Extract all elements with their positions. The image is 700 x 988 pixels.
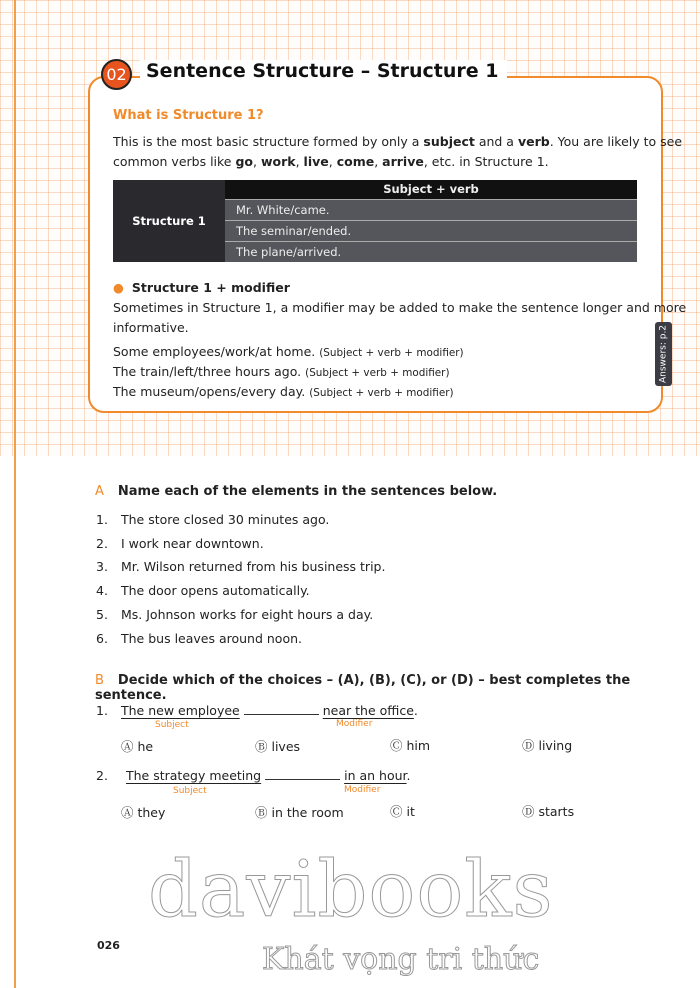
answer-blank[interactable] [265,779,340,780]
example: The train/left/three hours ago. (Subject + verb + modifier) [113,364,450,379]
option-d[interactable]: Ⓓ starts [522,804,575,819]
modifier-text: informative. [113,320,189,335]
list-item: 4. The door opens automatically. [96,583,310,598]
modifier-label: Modifier [344,785,381,795]
page-title: Sentence Structure – Structure 1 [140,60,507,82]
subject-label: Subject [173,786,207,796]
intro-line-1: This is the most basic structure formed by only a subject and a verb. You are likely to see [113,134,683,149]
section-a-instruction: A Name each of the elements in the sentences below. [95,484,498,499]
list-item: 2. I work near downtown. [96,536,264,551]
example: Some employees/work/at home. (Subject + verb + modifier) [113,344,464,359]
intro-line-2: common verbs like go, work, live, come, arrive, etc. in Structure 1. [113,154,549,169]
section-b-instruction: B Decide which of the choices – (A), (B), (C), or (D) – best completes the sentence. [95,673,631,703]
table-cell: The seminar/ended. [225,220,637,241]
example: The museum/opens/every day. (Subject + verb + modifier) [113,384,454,399]
table-cell: Mr. White/came. [225,199,637,220]
modifier-text: Sometimes in Structure 1, a modifier may be added to make the sentence longer and more [113,300,687,315]
intro-heading: What is Structure 1? [113,108,264,123]
page-number: 026 [97,939,120,952]
section-number-badge: 02 [101,59,132,90]
option-b[interactable]: Ⓑ in the room [255,805,344,820]
modifier-label: Modifier [336,719,373,729]
subject-label: Subject [155,720,189,730]
answer-blank[interactable] [244,714,319,715]
margin-line [14,0,16,988]
table-header: Subject + verb [225,180,637,199]
structure-table [113,180,637,262]
bullet-icon: ● [113,280,124,295]
watermark-slogan: Khát vọng tri thức [262,942,540,977]
option-a[interactable]: Ⓐ he [121,739,154,754]
list-item: 1. The store closed 30 minutes ago. [96,512,330,527]
question-1: 1. The new employee near the office. [96,703,418,718]
list-item: 5. Ms. Johnson works for eight hours a day. [96,607,374,622]
table-row-label: Structure 1 [113,180,225,262]
option-c[interactable]: Ⓒ it [390,804,415,819]
watermark-brand: davibooks [148,845,554,935]
list-item: 3. Mr. Wilson returned from his business trip. [96,559,386,574]
question-2: 2. The strategy meeting in an hour. [96,768,411,783]
option-c[interactable]: Ⓒ him [390,738,431,753]
list-item: 6. The bus leaves around noon. [96,631,302,646]
option-b[interactable]: Ⓑ lives [255,739,301,754]
modifier-heading: ● Structure 1 + modifier [113,280,290,295]
table-cell: The plane/arrived. [225,241,637,262]
option-a[interactable]: Ⓐ they [121,805,166,820]
answers-tab: Answers: p.2 [655,322,672,386]
option-d[interactable]: Ⓓ living [522,738,573,753]
